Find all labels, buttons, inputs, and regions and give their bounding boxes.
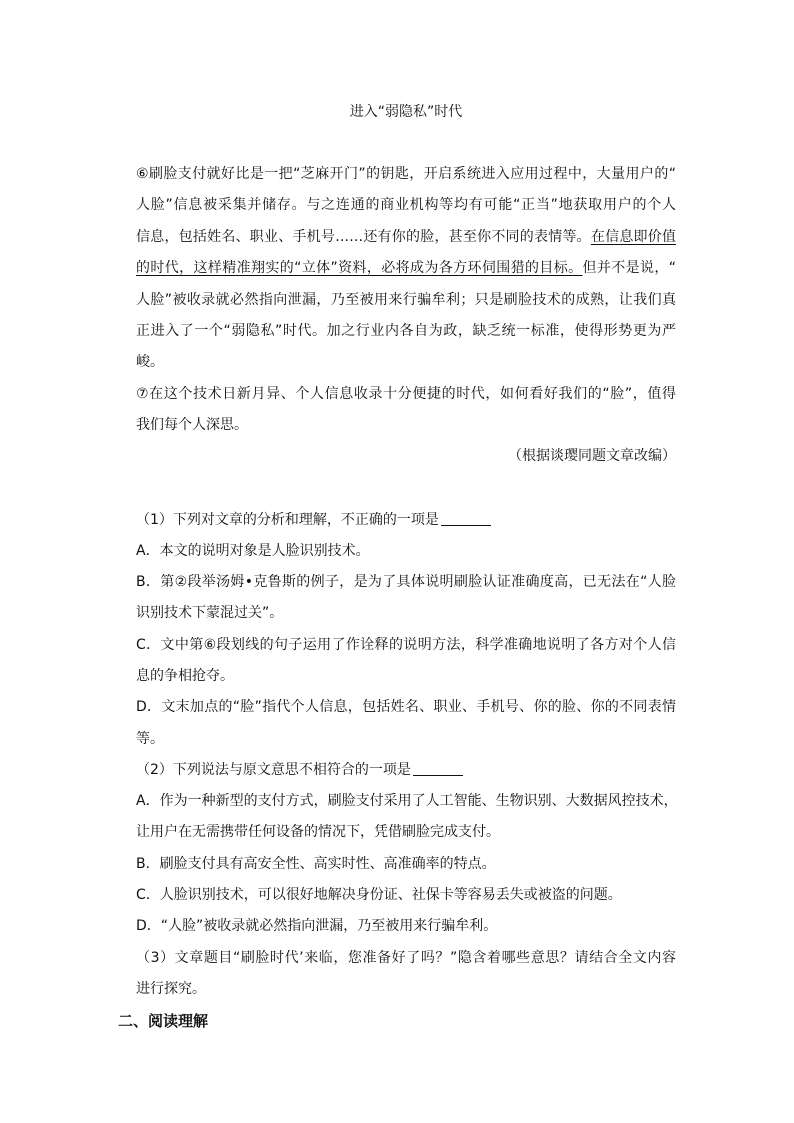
- paragraph-6-line-4-text: 但并不是说，“: [582, 260, 676, 276]
- question-2-option-a-line-1: A．作为一种新型的支付方式，刷脸支付采用了人工智能、生物识别、大数据风控技术，: [136, 793, 678, 809]
- question-2-stem-text: （2）下列说法与原文意思不相符合的一项是: [136, 762, 411, 778]
- question-1-option-c-line-2: 息的争相抢夺。: [136, 668, 234, 684]
- question-1-stem-text: （1）下列对文章的分析和理解，不正确的一项是: [136, 512, 439, 528]
- paragraph-7-line-2: 我们每个人深思。: [136, 417, 248, 433]
- answer-blank: [413, 761, 463, 776]
- question-2-option-c: C．人脸识别技术，可以很好地解决身份证、社保卡等容易丢失或被盗的问题。: [136, 887, 622, 903]
- question-3-line-1: （3）文章题目“刷脸时代’来临，您准备好了吗？”隐含着哪些意思？请结合全文内容: [136, 950, 676, 966]
- paragraph-6-line-7: 峻。: [136, 354, 164, 370]
- question-1-option-c-line-1: C．文中第⑥段划线的句子运用了作诠释的说明方法，科学准确地说明了各方对个人信: [136, 637, 676, 653]
- paragraph-6-line-5: 人脸”被收录就必然指向泄漏，乃至被用来行骗牟利；只是刷脸技术的成熟，让我们真: [136, 292, 676, 308]
- question-2-option-b: B．刷脸支付具有高安全性、高实时性、高准确率的特点。: [136, 856, 496, 872]
- question-1-option-b-line-2: 识别技术下蒙混过关”。: [136, 605, 284, 621]
- question-3-line-2: 进行探究。: [136, 981, 206, 997]
- question-1-option-b-line-1: B．第②段举汤姆•克鲁斯的例子，是为了具体说明刷脸认证准确度高，已无法在“人脸: [136, 574, 676, 590]
- underlined-sentence-start: 在信息即价值: [590, 229, 677, 245]
- paragraph-6-line-2: 人脸”信息被采集并储存。与之连通的商业机构等均有可能“正当”地获取用户的个人: [136, 197, 676, 213]
- paragraph-6-line-3-text: 信息，包括姓名、职业、手机号……还有你的脸，甚至你不同的表情等。: [136, 229, 591, 245]
- source-note: （根据谈璎同题文章改编）: [508, 448, 676, 464]
- paragraph-6-line-1: ⑥刷脸支付就好比是一把“芝麻开门”的钥匙，开启系统进入应用过程中，大量用户的“: [136, 166, 676, 182]
- question-2-stem: [136, 760, 676, 780]
- question-1-option-d-line-2: 等。: [136, 731, 164, 747]
- paragraph-6-line-4: [136, 258, 676, 278]
- answer-blank: [441, 511, 491, 526]
- question-1-option-a: A．本文的说明对象是人脸识别技术。: [136, 543, 370, 559]
- underlined-sentence-end: 的时代，这样精准翔实的“立体”资料，必将成为各方环伺围猎的目标。: [136, 260, 583, 276]
- section-heading: 二、阅读理解: [118, 1012, 209, 1030]
- question-2-option-d: D．“人脸”被收录就必然指向泄漏，乃至被用来行骗牟利。: [136, 918, 498, 934]
- question-1-stem: [136, 510, 676, 530]
- question-2-option-a-line-2: 让用户在无需携带任何设备的情况下，凭借刷脸完成支付。: [136, 824, 500, 840]
- paragraph-7-line-1: ⑦在这个技术日新月异、个人信息收录十分便捷的时代，如何看好我们的“脸”，值得: [136, 386, 676, 402]
- paragraph-6-line-6: 正进入了一个“弱隐私”时代。加之行业内各自为政，缺乏统一标准，使得形势更为严: [136, 323, 676, 339]
- question-1-option-d-line-1: D．文末加点的“脸”指代个人信息，包括姓名、职业、手机号、你的脸、你的不同表情: [136, 699, 676, 715]
- article-title: 进入“弱隐私”时代: [349, 104, 463, 120]
- paragraph-6-line-3: [136, 227, 676, 247]
